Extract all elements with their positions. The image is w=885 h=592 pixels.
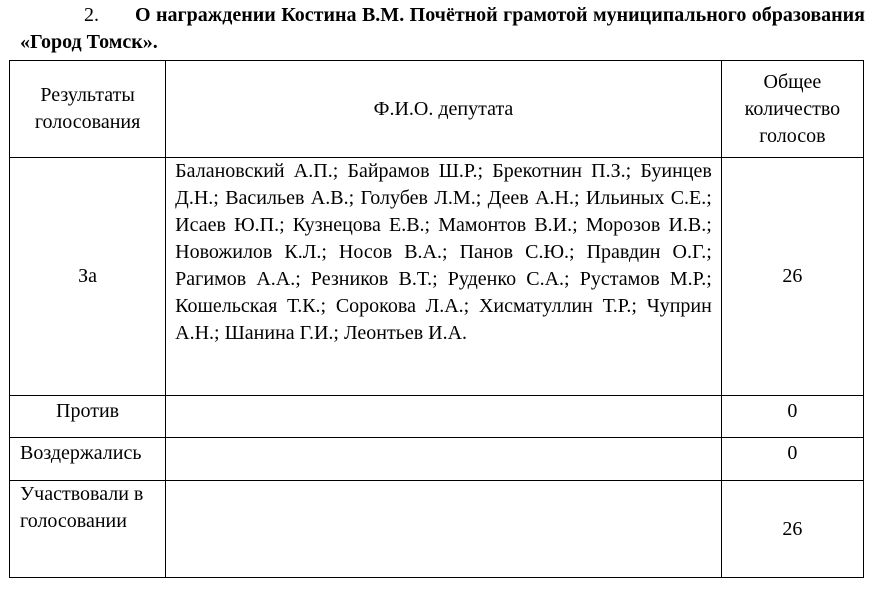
decision-heading (20, 2, 865, 56)
row-names-vozderzhalis (166, 438, 722, 481)
voting-results-table (9, 60, 864, 578)
table-row-uchastvovali (10, 481, 864, 578)
row-label-za: За (10, 158, 166, 396)
names-list-za: Балановский А.П.; Байрамов Ш.Р.; Брекотнин П.З.; Буинцев Д.Н.; Васильев А.В.; Голубев Л.М.; Деев А.Н.; Ильиных С.Е.; Исаев Ю.П.; Кузнецова Е.В.; Мамонтов В.И.; Морозов И.В.; Новожилов К.Л.; Носов В.А.; Панов С.Ю.; Правдин О.Г.; Рагимов А.А.; Резников В.Т.; Руденко С.А.; Рустамов М.Р.; Кошельская Т.К.; Сорокова Л.А.; Хисматуллин Т.Р.; Чуприн А.Н.; Шанина Г.И.; Леонтьев И.А. (175, 160, 712, 344)
row-names-za (166, 158, 722, 396)
row-label-vozderzhalis: Воздержались (10, 438, 166, 481)
row-names-uchastvovali (166, 481, 722, 578)
table-row-za (10, 158, 864, 396)
row-total-uchastvovali: 26 (721, 481, 863, 578)
header-result: Результаты голосования (10, 61, 166, 158)
table-row-protiv (10, 396, 864, 438)
row-total-protiv: 0 (721, 396, 863, 438)
row-label-protiv: Против (10, 396, 166, 438)
item-number: 2. (84, 4, 99, 26)
table-header-row (10, 61, 864, 158)
header-names: Ф.И.О. депутата (166, 61, 722, 158)
decision-title: О награждении Костина В.М. Почётной грамотой муниципального образования «Город Томск». (20, 4, 865, 53)
header-total: Общее количество голосов (721, 61, 863, 158)
row-label-uchastvovali: Участвовали в голосовании (10, 481, 166, 578)
row-total-za: 26 (721, 158, 863, 396)
table-row-vozderzhalis (10, 438, 864, 481)
row-names-protiv (166, 396, 722, 438)
row-total-vozderzhalis: 0 (721, 438, 863, 481)
